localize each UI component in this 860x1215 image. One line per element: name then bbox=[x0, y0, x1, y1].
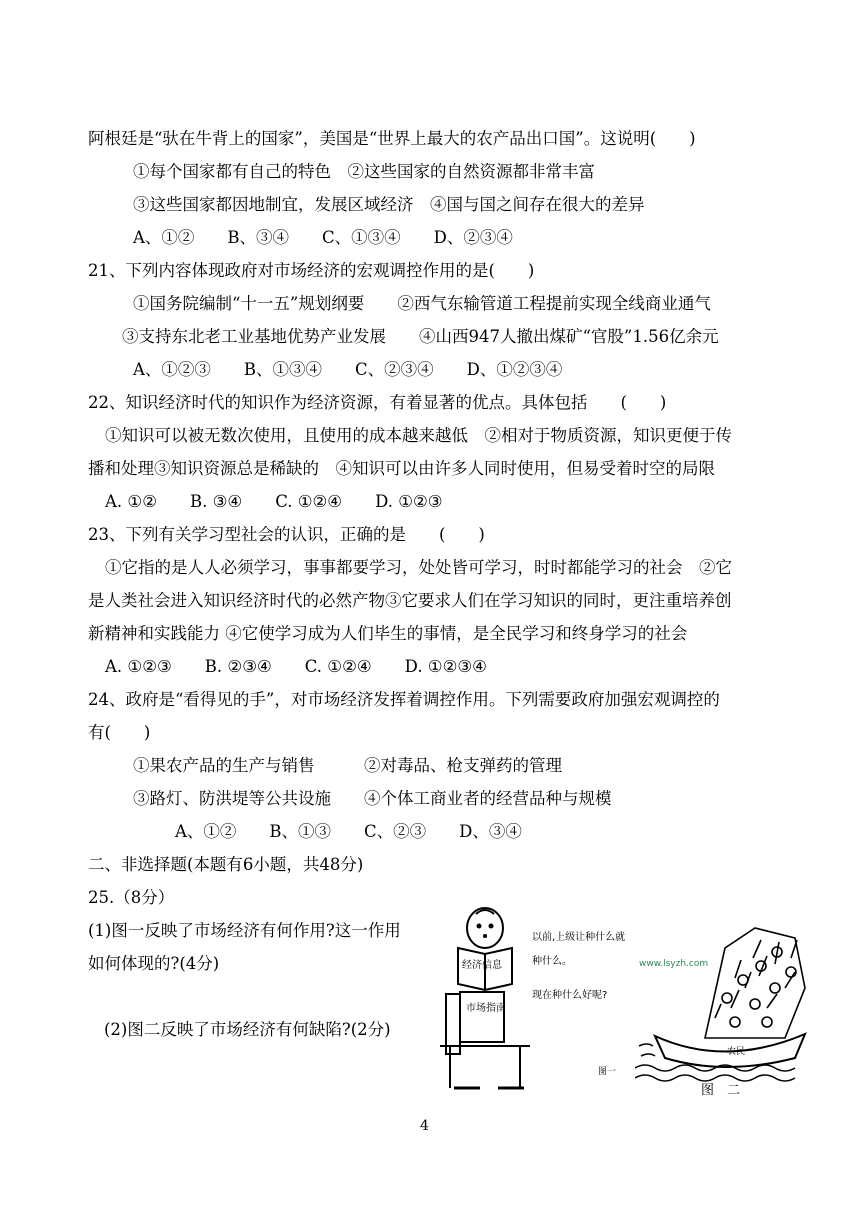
question-25-part-1-cont: 如何体现的?(4分) bbox=[88, 954, 220, 973]
question-23-choices: A. ①②③ B. ②③④ C. ①②④ D. ①②③④ bbox=[105, 657, 487, 676]
figure-2-boat-label: 农民 bbox=[727, 1047, 746, 1057]
figure-1-caption: 图一 bbox=[598, 1067, 617, 1077]
question-23-stem: 23、下列有关学习型社会的认识，正确的是 ( ) bbox=[88, 525, 485, 544]
question-20-options-2: ③这些国家都因地制宜，发展区域经济 ④国与国之间存在很大的差异 bbox=[133, 195, 645, 214]
question-24-options-1: ①果农产品的生产与销售 ②对毒品、枪支弹药的管理 bbox=[133, 756, 562, 775]
question-22-options-2: 播和处理③知识资源总是稀缺的 ④知识可以由许多人同时使用，但易受着时空的局限 bbox=[88, 459, 715, 478]
figure-1-cartoon bbox=[440, 906, 625, 1091]
question-24-stem: 24、政府是“看得见的手”，对市场经济发挥着调控作用。下列需要政府加强宏观调控的 bbox=[88, 690, 720, 709]
question-25-part-2: (2)图二反映了市场经济有何缺陷?(2分) bbox=[104, 1020, 391, 1039]
question-21-options-2: ③支持东北老工业基地优势产业发展 ④山西947人撤出煤矿“官股”1.56亿余元 bbox=[122, 327, 719, 346]
question-23-options-1: ①它指的是人人必须学习，事事都要学习，处处皆可学习，时时都能学习的社会 ②它 bbox=[105, 558, 732, 577]
figure-1-speech-3: 现在种什么好呢? bbox=[532, 990, 608, 1001]
figure-1-book-text: 经济信息 bbox=[462, 960, 502, 971]
figure-2-cartoon bbox=[635, 918, 813, 1098]
question-21-choices: A、①②③ B、①③④ C、②③④ D、①②③④ bbox=[133, 360, 563, 379]
question-25-stem: 25.（8分） bbox=[88, 888, 175, 907]
question-25-part-1: (1)图一反映了市场经济有何作用?这一作用 bbox=[88, 921, 401, 940]
figure-1-speech-1: 以前,上级让种什么就 bbox=[532, 932, 625, 943]
question-24-choices: A、①② B、①③ C、②③ D、③④ bbox=[175, 822, 522, 841]
question-23-options-2: 是人类社会进入知识经济时代的必然产物③它要求人们在学习知识的同时，更注重培养创 bbox=[88, 591, 732, 610]
question-20-options-1: ①每个国家都有自己的特色 ②这些国家的自然资源都非常丰富 bbox=[133, 162, 595, 181]
figure-1-speech-2: 种什么。 bbox=[532, 956, 572, 967]
question-20-choices: A、①② B、③④ C、①③④ D、②③④ bbox=[133, 228, 513, 247]
question-22-options-1: ①知识可以被无数次使用，且使用的成本越来越低 ②相对于物质资源，知识更便于传 bbox=[105, 426, 732, 445]
question-21-options-1: ①国务院编制“十一五”规划纲要 ②西气东输管道工程提前实现全线商业通气 bbox=[133, 294, 711, 313]
question-24-options-2: ③路灯、防洪堤等公共设施 ④个体工商业者的经营品种与规模 bbox=[133, 789, 612, 808]
page-number: 4 bbox=[420, 1118, 429, 1134]
section-2-heading: 二、非选择题(本题有6小题，共48分) bbox=[88, 855, 364, 874]
figure-2-caption: 图 二 bbox=[701, 1083, 741, 1098]
question-21-stem: 21、下列内容体现政府对市场经济的宏观调控作用的是( ) bbox=[88, 261, 535, 280]
question-22-stem: 22、知识经济时代的知识作为经济资源，有着显著的优点。具体包括 ( ) bbox=[88, 393, 667, 412]
question-23-options-3: 新精神和实践能力 ④它使学习成为人们毕生的事情，是全民学习和终身学习的社会 bbox=[88, 624, 688, 643]
figure-1-sign-text: 市场指南 bbox=[466, 1003, 506, 1014]
figure-2-watermark: www.lsyzh.com bbox=[639, 959, 709, 969]
question-24-stem-cont: 有( ) bbox=[88, 723, 151, 742]
question-20-stem: 阿根廷是“驮在牛背上的国家”，美国是“世界上最大的农产品出口国”。这说明( ) bbox=[88, 129, 696, 148]
question-22-choices: A. ①② B. ③④ C. ①②④ D. ①②③ bbox=[105, 492, 443, 511]
